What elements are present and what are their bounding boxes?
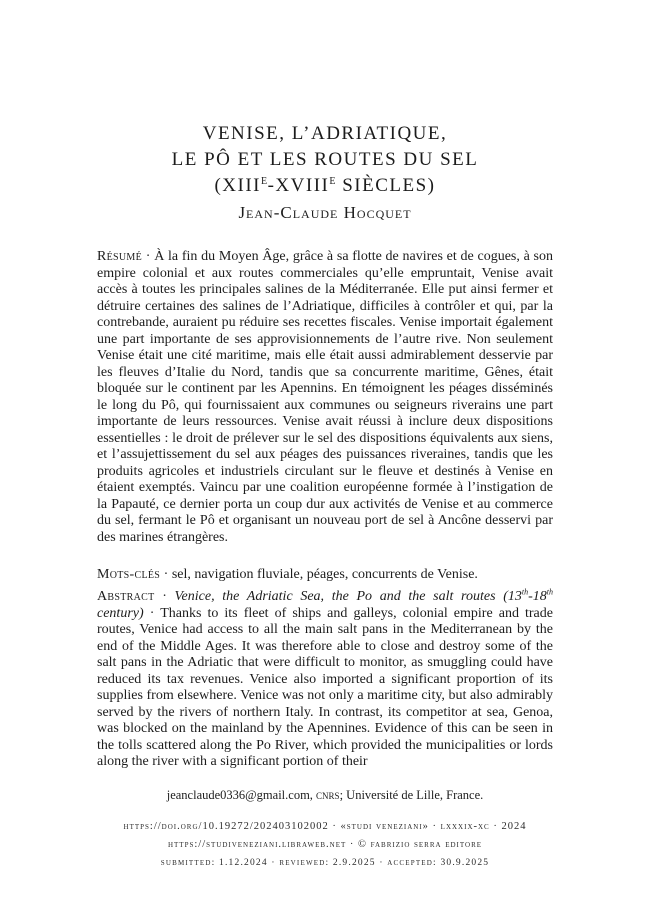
abstract-text: Thanks to its fleet of ships and galleys, colonial empire and trade routes, Venice had access to all the main salt pans in the Mediterranean by the end of the Middle Ages. It was therefore able to close and destroy some of the salt pans in the Adriatic that were difficult to monitor, as smuggling could have reduced its tax revenues. Venice also imported a significant proportion of its supplies from elsewhere. Venice was not only a maritime city, but also admirably served by the rivers of northern Italy. In contrast, its competitor at sea, Genoa, was blocked on the mainland by the Apennines. Evidence of this can be seen in the tolls scattered along the Po River, which provided the municipalities or lords along the river with a significant portion of their — [97, 605, 553, 769]
keywords-label: Mots-clés — [97, 567, 161, 582]
keywords-block — [97, 567, 553, 584]
email-address[interactable]: jeanclaude0336@gmail.com — [166, 788, 310, 802]
english-title-superscript: th — [546, 587, 554, 597]
separator: · — [160, 567, 172, 582]
affiliation: ; Université de Lille, France. — [339, 788, 484, 802]
abstract-block — [97, 589, 553, 771]
english-title-superscript: th — [521, 587, 529, 597]
separator: · — [154, 589, 175, 604]
title-line-2: LE PÔ ET LES ROUTES DU SEL — [171, 149, 479, 170]
title-century-close: SIÈCLES) — [335, 175, 436, 196]
separator: · — [143, 605, 161, 621]
english-title-end: century) — [97, 605, 144, 621]
title-century-mid: -XVIII — [267, 175, 330, 196]
resume-label: Résumé — [97, 249, 143, 264]
keywords-text: sel, navigation fluviale, péages, concurrents de Venise. — [171, 567, 478, 582]
resume-text: À la fin du Moyen Âge, grâce à sa flotte de navires et de cogues, à son empire colonial et aux routes commerciales qu’elle empruntait, Venise avait accès à toutes les principales salines de la Méditerranée. Elle put ainsi fermer et détruire certaines des salines de l’Adriatique, difficiles à contrôler et qui, par la contrebande, auraient pu réduire ses recettes fiscales. Venise importait également une part importante de ses approvisionnements de l’autre rive. Non seulement Venise était une cité maritime, mais elle était aussi admirablement desservie par les fleuves d’Italie du Nord, tandis que sa concurrente maritime, Gênes, était bloquée sur le continent par les Apennins. En témoignent les péages disséminés le long du Pô, qui fournissaient aux communes ou seigneurs riverains une part importante de leurs ressources. Venise avait réussi à inclure deux dispositions essentielles : le droit de prélever sur le sel des dispositions équivalents aux siens, et l’assujettissement du sel aux péages des puissances riveraines, tandis que les produits agricoles et industriels circulant sur le fleuve et destinés à Venise en étaient exemptés. Vaincu par une coalition européenne formée à l’instigation de la Papauté, ce dernier porta un coup dur aux activités de Venise et au commerce du sel, fermant le Pô et organisant un nouveau port de sel à Ancône desservi par des marines étrangères. — [97, 249, 553, 545]
dates-line: submitted: 1.12.2024 · reviewed: 2.9.2025 · accepted: 30.9.2025 — [160, 858, 490, 868]
resume-block — [97, 249, 553, 546]
title-line-1: VENISE, L’ADRIATIQUE, — [202, 123, 448, 144]
separator: · — [142, 249, 155, 264]
author-name: Jean-Claude Hocquet — [238, 203, 412, 222]
article-title — [0, 121, 650, 199]
publisher-line[interactable]: https://studiveneziani.libraweb.net · © fabrizio serra editore — [167, 839, 483, 850]
title-century-open: (XIII — [214, 175, 261, 196]
organization: cnrs — [316, 788, 340, 802]
author-contact: jeanclaude0336@gmail.com, cnrs; Université de Lille, France. — [166, 788, 484, 802]
english-title-start: Venice, the Adriatic Sea, the Po and the salt routes (13 — [174, 589, 522, 604]
english-title-mid: -18 — [528, 589, 547, 604]
doi-line[interactable]: https://doi.org/10.19272/202403102002 · «studi veneziani» · lxxxix-xc · 2024 — [123, 821, 527, 832]
title-superscript: E — [329, 176, 336, 187]
title-superscript: E — [261, 176, 268, 187]
abstract-label: Abstract — [97, 589, 155, 604]
title-line-3 — [0, 173, 650, 199]
